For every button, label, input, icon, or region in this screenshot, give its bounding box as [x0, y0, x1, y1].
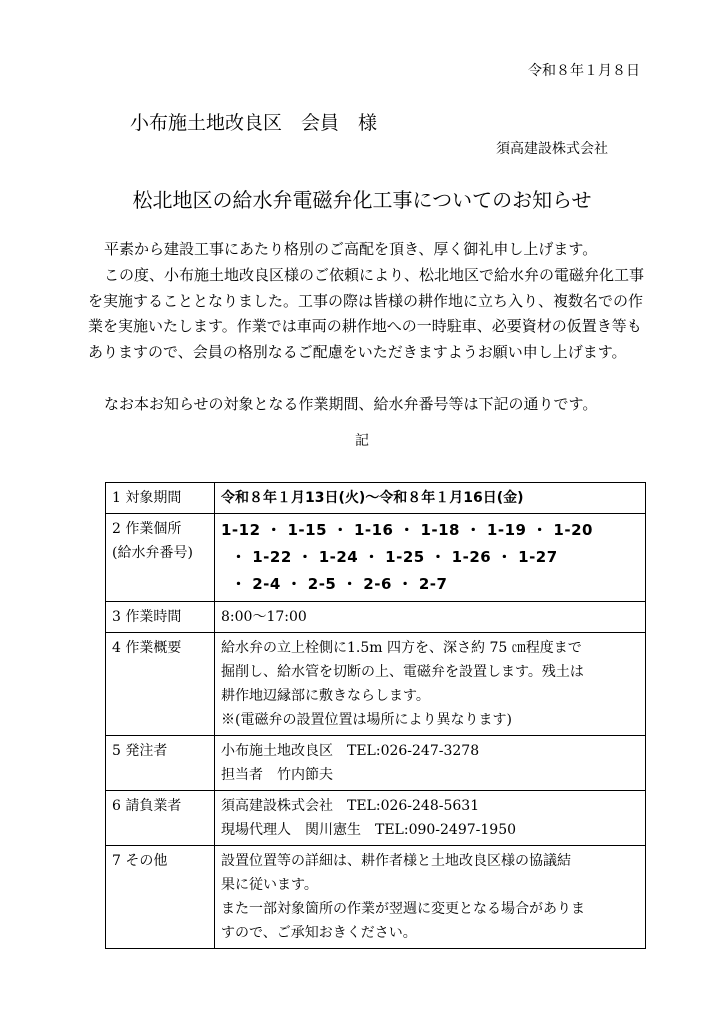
main-paragraph: この度、小布施土地改良区様のご依頼により、松北地区で給水弁の電磁弁化工事を実施することとなりました。工事の際は皆様の耕作地に立ち入り、複数名での作業を実施いたします。作業では車両の耕作地への一時駐車、必要資材の仮置き等もありますので、会員の格別なるご配慮をいただきますようお願い申し上げます。: [88, 266, 645, 361]
valve-numbers-line-1: 1-12 ・ 1-15 ・ 1-16 ・ 1-18 ・ 1-19 ・ 1-20: [221, 521, 593, 539]
other-label: 7 その他: [106, 846, 215, 949]
sender-company: 須高建設株式会社: [496, 141, 608, 157]
table-row-location: [106, 514, 646, 602]
client-line-1: 小布施土地改良区 TEL:026-247-3278: [221, 743, 480, 759]
table-row-summary: [106, 633, 646, 736]
summary-line-3: 耕作地辺縁部に敷きならします。: [221, 688, 430, 704]
contractor-label: 6 請負業者: [106, 791, 215, 846]
summary-line-2: 掘削し、給水管を切断の上、電磁弁を設置します。残土は: [221, 664, 584, 680]
other-line-2: 果に従います。: [221, 877, 318, 893]
contractor-line-2: 現場代理人 関川憲生 TEL:090-2497-1950: [221, 822, 517, 838]
greeting-paragraph: 平素から建設工事にあたり格別のご高配を頂き、厚く御礼申し上げます。: [104, 240, 598, 258]
other-line-1: 設置位置等の詳細は、耕作者様と土地改良区様の協議結: [221, 853, 571, 869]
other-line-4: すので、ご承知おきください。: [221, 925, 417, 941]
document-date: 令和８年１月８日: [528, 63, 640, 79]
other-line-3: また一部対象箇所の作業が翌週に変更となる場合がありま: [221, 901, 585, 917]
summary-note: ※(電磁弁の設置位置は場所により異なります): [221, 712, 512, 728]
location-label: 2 作業個所: [112, 521, 182, 537]
valve-numbers-line-3: ・ 2-4 ・ 2-5 ・ 2-6 ・ 2-7: [231, 575, 448, 593]
table-row-other: [106, 846, 646, 949]
time-value: 8:00～17:00: [215, 602, 646, 633]
table-row-contractor: [106, 791, 646, 846]
table-row-time: [106, 602, 646, 633]
client-label: 5 発注者: [106, 736, 215, 791]
location-sublabel: (給水弁番号): [112, 545, 193, 561]
time-label: 3 作業時間: [106, 602, 215, 633]
table-row-period: [106, 483, 646, 514]
ki-heading: 記: [355, 433, 369, 449]
details-table: [105, 482, 646, 949]
period-label: 1 対象期間: [106, 483, 215, 514]
recipient-line: 小布施土地改良区 会員 様: [130, 112, 378, 134]
valve-numbers-line-2: ・ 1-22 ・ 1-24 ・ 1-25 ・ 1-26 ・ 1-27: [231, 548, 558, 566]
notice-paragraph: なお本お知らせの対象となる作業期間、給水弁番号等は下記の通りです。: [104, 395, 598, 413]
summary-label: 4 作業概要: [106, 633, 215, 736]
contractor-line-1: 須高建設株式会社 TEL:026-248-5631: [221, 798, 480, 814]
period-value: 令和８年１月13日(火)～令和８年１月16日(金): [215, 483, 646, 514]
document-title: 松北地区の給水弁電磁弁化工事についてのお知らせ: [132, 188, 592, 212]
summary-line-1: 給水弁の立上栓側に1.5m 四方を、深さ約 75 ㎝程度まで: [221, 640, 582, 656]
table-row-client: [106, 736, 646, 791]
client-line-2: 担当者 竹内節夫: [221, 767, 333, 783]
